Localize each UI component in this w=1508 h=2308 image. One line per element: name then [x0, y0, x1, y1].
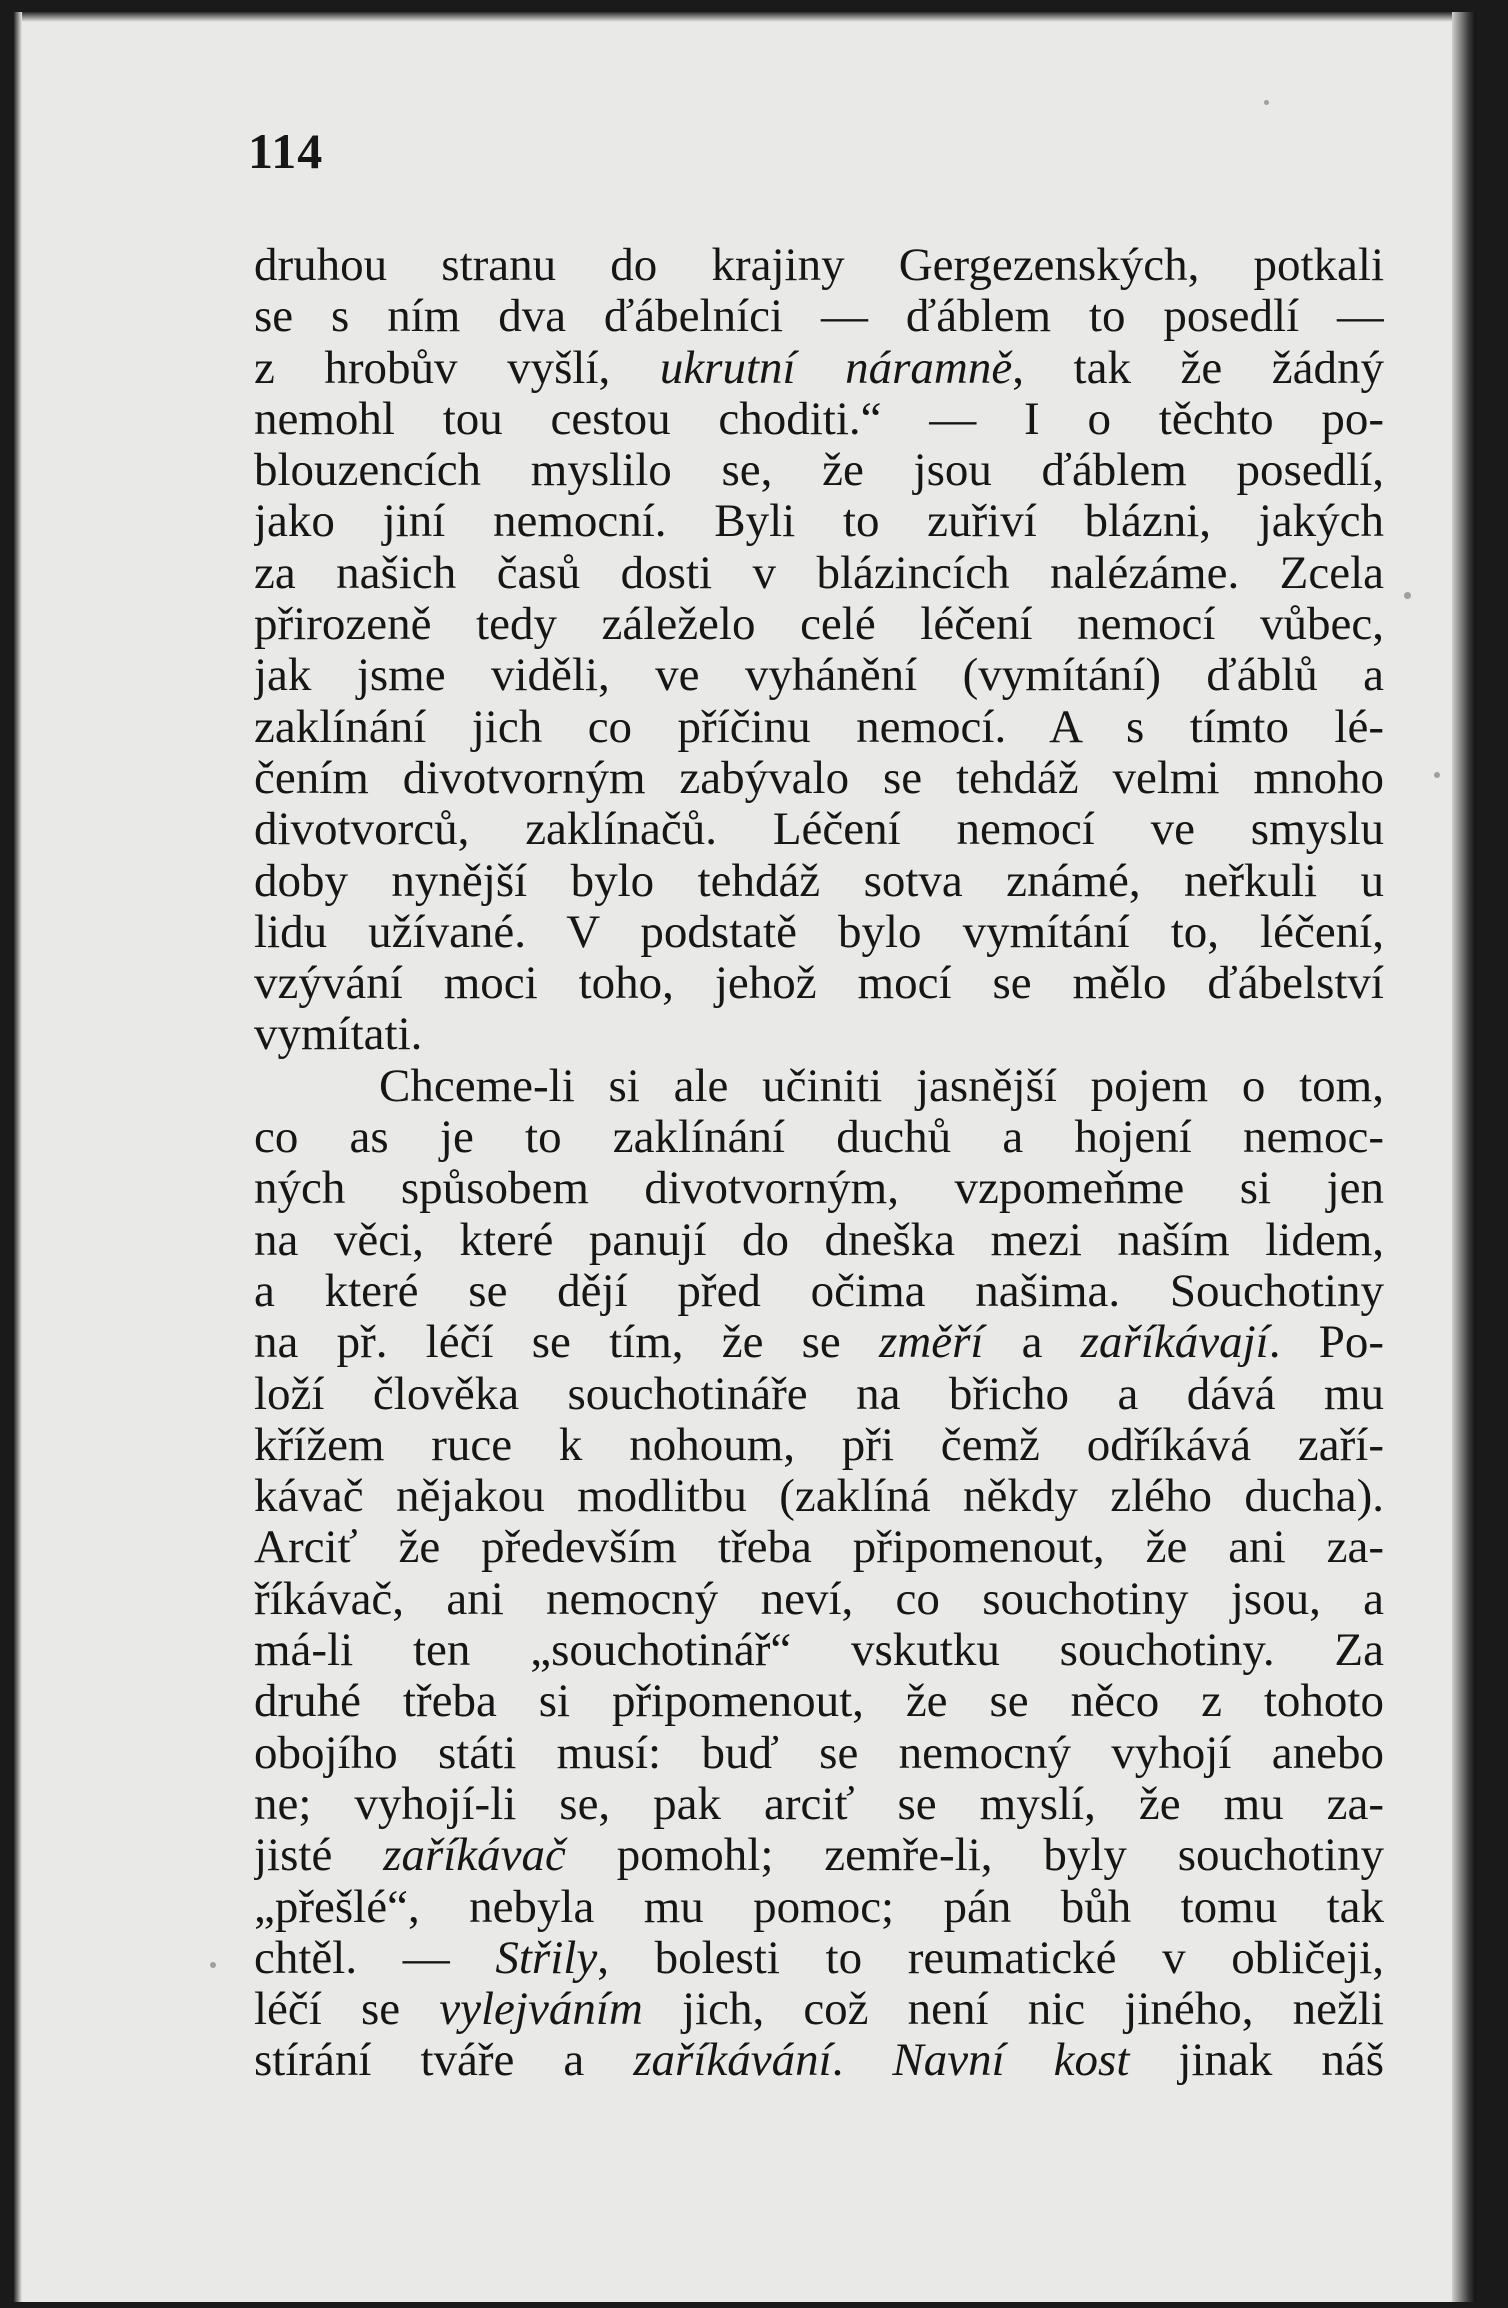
- text-segment: obojího státi musí: buď se nemocný vyhojí anebo: [254, 1727, 1384, 1779]
- page-binding-shadow: [1452, 12, 1476, 2302]
- text-line: [254, 2035, 1384, 2086]
- text-line: [254, 1882, 1384, 1933]
- text-segment: , bolesti to reumatické v obličeji,: [597, 1932, 1384, 1984]
- text-line: [254, 958, 1384, 1009]
- text-segment: jako jiní nemocní. Byli to zuřiví blázni, jakých: [254, 496, 1384, 548]
- text-segment: blouzencích myslilo se, že jsou ďáblem posedlí,: [254, 445, 1384, 497]
- text-segment: jinak náš: [1129, 2035, 1384, 2087]
- italic-text: vylejváním: [439, 1984, 643, 2036]
- text-line: [254, 650, 1384, 701]
- text-segment: jich, což není nic jiného, nežli: [642, 1984, 1384, 2036]
- body-text: [254, 240, 1384, 2087]
- text-line: [254, 753, 1384, 804]
- text-line: [254, 343, 1384, 394]
- text-line: [254, 1112, 1384, 1163]
- text-segment: na př. léčí se tím, že se: [254, 1317, 880, 1369]
- text-line: [254, 1369, 1384, 1420]
- text-line: [254, 1009, 1384, 1060]
- text-line: [254, 1061, 1384, 1112]
- text-line: [254, 1830, 1384, 1881]
- italic-text: zaříkávač: [383, 1830, 566, 1882]
- text-line: [254, 1779, 1384, 1830]
- text-segment: .: [831, 2035, 893, 2087]
- text-segment: Chceme-li si ale učiniti jasnější pojem o tom,: [379, 1060, 1384, 1112]
- ink-speck: [1264, 100, 1269, 105]
- ink-speck: [210, 1962, 216, 1968]
- page-left-shadow: [14, 12, 22, 2302]
- text-segment: „přešlé“, nebyla mu pomoc; pán bůh tomu tak: [254, 1881, 1384, 1933]
- text-line: [254, 394, 1384, 445]
- text-segment: . Po-: [1268, 1317, 1384, 1369]
- text-line: [254, 240, 1384, 291]
- text-line: [254, 1728, 1384, 1779]
- text-segment: čením divotvorným zabývalo se tehdáž velmi mnoho: [254, 752, 1384, 804]
- text-segment: co as je to zaklínání duchů a hojení nemoc-: [254, 1112, 1384, 1164]
- text-line: [254, 548, 1384, 599]
- text-segment: druhou stranu do krajiny Gergezenských, potkali: [254, 240, 1384, 291]
- text-segment: stírání tváře a: [254, 2035, 634, 2087]
- text-segment: křížem ruce k nohoum, při čemž odříkává zaří-: [254, 1419, 1384, 1471]
- text-segment: kávač nějakou modlitbu (zaklíná někdy zlého ducha).: [254, 1471, 1384, 1523]
- italic-text: zaříkávání: [633, 2035, 832, 2087]
- text-segment: pomohl; zemře-li, byly souchotiny: [565, 1830, 1384, 1882]
- text-line: [254, 1984, 1384, 2035]
- text-segment: loží člověka souchotináře na břicho a dává mu: [254, 1368, 1384, 1420]
- text-line: [254, 1163, 1384, 1214]
- text-segment: za našich časů dosti v blázincích nalézáme. Zcela: [254, 547, 1384, 599]
- text-line: [254, 1317, 1384, 1368]
- text-segment: druhé třeba si připomenout, že se něco z tohoto: [254, 1676, 1384, 1728]
- text-segment: ných spůsobem divotvorným, vzpomeňme si jen: [254, 1163, 1384, 1215]
- text-segment: ne; vyhojí-li se, pak arciť se myslí, že mu za-: [254, 1778, 1384, 1830]
- text-segment: přirozeně tedy záleželo celé léčení nemocí vůbec,: [254, 599, 1384, 651]
- text-segment: vymítati.: [254, 1009, 423, 1061]
- text-segment: se s ním dva ďábelníci — ďáblem to posedlí —: [254, 291, 1384, 343]
- italic-text: ukrutní náramně: [659, 342, 1013, 394]
- text-segment: říkávač, ani nemocný neví, co souchotiny jsou, a: [254, 1573, 1384, 1625]
- text-line: [254, 1574, 1384, 1625]
- italic-text: zaříkávají: [1080, 1317, 1269, 1369]
- italic-text: Střily: [495, 1932, 598, 1984]
- text-segment: z hrobův vyšlí,: [254, 342, 660, 394]
- text-segment: vzývání moci toho, jehož mocí se mělo ďábelství: [254, 958, 1384, 1010]
- text-line: [254, 1420, 1384, 1471]
- text-line: [254, 445, 1384, 496]
- page-number: 114: [248, 123, 324, 179]
- text-segment: chtěl. —: [254, 1932, 496, 1984]
- text-segment: lidu užívané. V podstatě bylo vymítání to, léčení,: [254, 906, 1384, 958]
- text-line: [254, 702, 1384, 753]
- italic-text: Navní kost: [892, 2035, 1130, 2087]
- scanned-page: [14, 12, 1476, 2302]
- italic-text: změří: [879, 1317, 984, 1369]
- text-line: [254, 1471, 1384, 1522]
- text-segment: jak jsme viděli, ve vyhánění (vymítání) ďáblů a: [254, 650, 1384, 702]
- text-line: [254, 856, 1384, 907]
- text-segment: jisté: [254, 1830, 384, 1882]
- text-segment: divotvorců, zaklínačů. Léčení nemocí ve smyslu: [254, 804, 1384, 856]
- text-segment: má-li ten „souchotinář“ vskutku souchotiny. Za: [254, 1625, 1384, 1677]
- text-line: [254, 599, 1384, 650]
- text-segment: a: [983, 1317, 1081, 1369]
- text-segment: zaklínání jich co příčinu nemocí. A s tímto lé-: [254, 701, 1384, 753]
- text-segment: na věci, které panují do dneška mezi naším lidem,: [254, 1214, 1384, 1266]
- text-segment: , tak že žádný: [1012, 342, 1384, 394]
- text-line: [254, 1215, 1384, 1266]
- text-line: [254, 907, 1384, 958]
- ink-speck: [1404, 592, 1411, 599]
- text-segment: a které se dějí před očima našima. Souchotiny: [254, 1265, 1384, 1317]
- text-line: [254, 1625, 1384, 1676]
- text-line: [254, 1522, 1384, 1573]
- ink-speck: [1434, 772, 1440, 778]
- text-line: [254, 291, 1384, 342]
- text-line: [254, 1266, 1384, 1317]
- text-line: [254, 1933, 1384, 1984]
- text-segment: léčí se: [254, 1984, 440, 2036]
- text-segment: Arciť že především třeba připomenout, že ani za-: [254, 1522, 1384, 1574]
- text-segment: doby nynější bylo tehdáž sotva známé, neřkuli u: [254, 855, 1384, 907]
- text-line: [254, 1676, 1384, 1727]
- text-line: [254, 496, 1384, 547]
- text-segment: nemohl tou cestou choditi.“ — I o těchto po-: [254, 393, 1384, 445]
- page-top-shadow: [14, 12, 1476, 22]
- text-line: [254, 804, 1384, 855]
